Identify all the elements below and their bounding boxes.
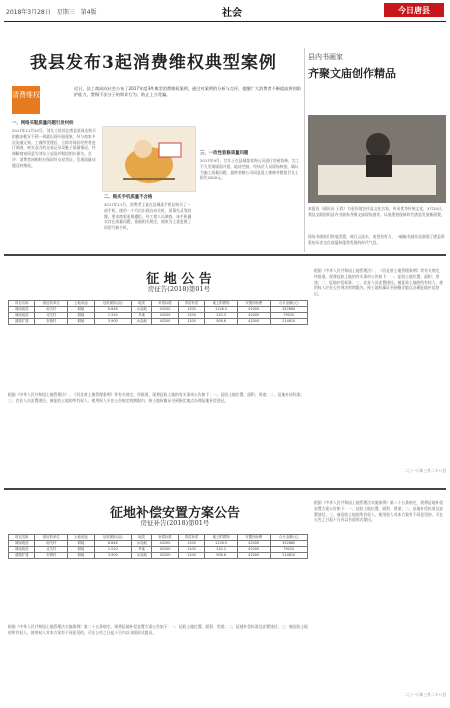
table-cell: 道路扩建 [9,553,35,559]
column-divider [304,48,305,252]
table-header-cell: 地类 [132,535,152,541]
issue-date: 2018年3月28日 星期三 第4版 [6,9,97,16]
table-cell: 352880 [270,541,308,547]
notice1-subtitle: 房征告(2018)第01号 [147,285,211,293]
table-cell: 43200 [152,541,178,547]
table-cell: 43200 [152,307,178,313]
paper-logo: 今日唐县 [384,3,444,17]
table-cell: 220.3 [205,313,238,319]
table-cell: 42000 [237,547,270,553]
feature-column-3: 2017年9月，甘女士在县城某装饰公司进行房屋装修，完工不久发现墙面开裂、地砖空鼓。经执法人员现场核查，确认为施工质量问题，最终装修公司同意返工维修并赔偿甘女士损失2000元。 [200,158,300,181]
table-cell: 城南改造 [9,313,35,319]
table-header-cell: 安置补助费 [237,535,270,541]
sidebar-kicker: 县内书画家 [308,53,343,61]
table-cell: 43200 [152,319,178,325]
table-header-cell: 地上附着物 [205,301,238,307]
table-row [9,553,308,559]
feature-subhead-1: 一、网络买鞋质量问题引发纠纷 [12,121,74,126]
table-cell: 道路扩建 [9,319,35,325]
table-cell: 508.6 [205,319,238,325]
table-cell: 南关村 [35,541,68,547]
table-cell: 42000 [237,313,270,319]
table-header-cell: 被征收单位 [35,301,68,307]
table-cell: 214610 [270,319,308,325]
notice2-title: 征地补偿安置方案公告 [109,506,240,521]
calligraphy-photo-icon [308,115,446,203]
masthead-rule [4,21,446,22]
table-cell: 旱地 [132,313,152,319]
table-cell: 1.520 [94,313,131,319]
table-cell: 北关村 [35,547,68,553]
table-header-cell: 青苗补偿 [178,535,204,541]
table-header-cell: 项目名称 [9,535,35,541]
feature-column-2: 2017年11月，消费者王某在县城某手机店购买了一部手机，使用一个月后出现自动关机、屏幕失灵等问题，要求商家更换遭拒。经工商人员调查，该手机确实存在质量问题，依据相关规定，商家为王某更换了同型号新手机。 [104,202,192,231]
table-cell: 1200 [178,547,204,553]
table-row [9,319,308,325]
table-cell: 42000 [237,307,270,313]
table-header-cell: 合计金额(元) [270,535,308,541]
sidebar-title: 齐聚文庙创作精品 [308,67,396,80]
feature-cartoon [102,126,196,192]
table-header-cell: 补偿标准 [152,535,178,541]
table-header-cell: 青苗补偿 [178,301,204,307]
table-cell: 6.846 [94,541,131,547]
table-cell: 耕地 [68,319,94,325]
table-cell: 3.900 [94,553,131,559]
notice1-title: 征 地 公 告 [146,272,212,287]
feature-column-1: 2017年11月20号，刘女士投诉在唐县某网店购买的跑步鞋穿不到一周就出现开胶现象，经与商家多次沟通无果。工商所受理后，立即对网店经营者进行调查，核实双方的交易记录及鞋子质量情况，经调解商家同意为刘女士退货并赔偿相应损失。点评：消费者网购时应保留好交易凭证，发现质量问题及时维权。 [12,128,96,168]
table-cell: 1126.5 [205,541,238,547]
notice1-table [8,300,308,325]
section-rule-2 [4,488,446,490]
sidebar-body: 现场书画家们挥毫泼墨，或行云流水，或苍劲有力，一幅幅书画作品展现了唐县厚重的历史文化底蕴和蓬勃发展的时代气息。 [308,234,445,245]
table-header-cell: 合计金额(元) [270,301,308,307]
feature-badge: 清费维权 [12,86,40,114]
table-cell: 79020 [270,313,308,319]
table-cell: 1.520 [94,547,131,553]
notice1-body: 根据《中华人民共和国土地管理法》、《河北省土地管理条例》等有关规定，经批准，现将征收土地的有关事项公告如下：一、征收土地位置、面积、用途；二、征地补偿标准；三、农业人员安置途径。被征收土地的所有权人、使用权人应在公告规定的期限内，持土地权属证书到指定地点办理征地补偿登记。 [8,392,305,403]
notice1-signature: 二〇一八年三月二十八日 [404,468,446,473]
table-cell: 城南改造 [9,307,35,313]
table-cell: 北关村 [35,313,68,319]
table-header-cell: 项目名称 [9,301,35,307]
table-cell: 耕地 [68,547,94,553]
table-cell: 耕地 [68,541,94,547]
sidebar-photo [308,115,446,203]
table-cell: 1200 [178,313,204,319]
table-cell: 42000 [237,553,270,559]
table-cell: 水浇地 [132,319,152,325]
table-header-cell: 被征收单位 [35,535,68,541]
table-cell: 220.3 [205,547,238,553]
table-header-cell: 地上附着物 [205,535,238,541]
table-cell: 城南改造 [9,541,35,547]
table-cell: 1200 [178,319,204,325]
table-cell: 旱地 [132,547,152,553]
table-cell: 1126.5 [205,307,238,313]
table-header-cell: 土地用途 [68,301,94,307]
masthead [0,0,450,22]
table-cell: 43200 [152,547,178,553]
section-rule-1 [4,254,446,256]
table-cell: 东街村 [35,319,68,325]
table-cell: 耕地 [68,553,94,559]
table-cell: 3.900 [94,319,131,325]
table-cell: 水浇地 [132,541,152,547]
table-cell: 南关村 [35,307,68,313]
table-cell: 6.846 [94,307,131,313]
notice2-body: 根据《中华人民共和国土地管理法实施条例》第二十五条规定，现将征地补偿安置方案公告如下：一、征收土地位置、面积、用途；二、征地补偿标准及安置途径；三、被征收土地的所有权人、使用权人对本方案有不同意见的，可在公告之日起十日内以书面形式提出。 [8,624,308,635]
table-cell: 水浇地 [132,307,152,313]
notice2-subtitle: 房征补告(2018)第01号 [140,519,210,527]
table-cell: 42000 [237,541,270,547]
table-cell: 508.6 [205,553,238,559]
feature-lead: 近日，县工商局向社会公布了2017年度3件典型消费维权案例，通过对案例的分析与点评，提醒广大消费者不断提高辨别防护能力，警惕不法分子的欺诈行为，防止上当受骗。 [74,86,301,98]
table-cell: 耕地 [68,313,94,319]
notice2-table [8,534,308,559]
section-name: 社会 [222,8,242,19]
table-cell: 耕地 [68,307,94,313]
table-cell: 352880 [270,307,308,313]
table-cell: 1200 [178,307,204,313]
table-header-cell: 征收面积(亩) [94,535,131,541]
notice2-body-continued: 根据《中华人民共和国土地管理法实施条例》第二十五条规定，现将征地补偿安置方案公告如下：一、征收土地位置、面积、用途；二、征地补偿标准及安置途径；三、被征收土地的所有权人、使用权人对本方案有不同意见的，可在公告之日起十日内以书面形式提出。 [314,500,444,523]
table-cell: 214610 [270,553,308,559]
sidebar-story [308,52,446,81]
table-cell: 1200 [178,553,204,559]
table-header-cell: 补偿标准 [152,301,178,307]
cartoon-illustration-icon [103,127,195,191]
notice2-signature: 二〇一八年三月二十八日 [404,692,446,697]
table-cell: 水浇地 [132,553,152,559]
notice1-body-continued: 根据《中华人民共和国土地管理法》、《河北省土地管理条例》等有关规定，经批准，现将征收土地的有关事项公告如下：一、征收土地位置、面积、用途；二、征地补偿标准；三、农业人员安置途径。被征收土地的所有权人、使用权人应在公告规定的期限内，持土地权属证书到指定地点办理征地补偿登记。 [314,268,444,297]
table-header-cell: 征收面积(亩) [94,301,131,307]
table-cell: 东街村 [35,553,68,559]
table-header-cell: 地类 [132,301,152,307]
table-cell: 79020 [270,547,308,553]
table-cell: 42000 [237,319,270,325]
table-cell: 43200 [152,553,178,559]
feature-subhead-3: 三、一改性装修质量问题 [200,151,249,156]
table-cell: 城南改造 [9,547,35,553]
feature-subhead-2: 二、购买手机质量不合格 [104,195,153,200]
table-header-cell: 土地用途 [68,535,94,541]
table-cell: 43200 [152,313,178,319]
table-header-cell: 安置补助费 [237,301,270,307]
table-cell: 1200 [178,541,204,547]
sidebar-caption: 本报讯（通讯员 王欣）为更好地宣传县文化名家，传承优秀传统文化，3月20日，我县文联组织县内书画家齐聚文庙现场创作，以笔墨展现新时代唐县发展新面貌。 [308,206,446,217]
feature-headline: 我县发布3起消费维权典型案例 [30,53,277,73]
